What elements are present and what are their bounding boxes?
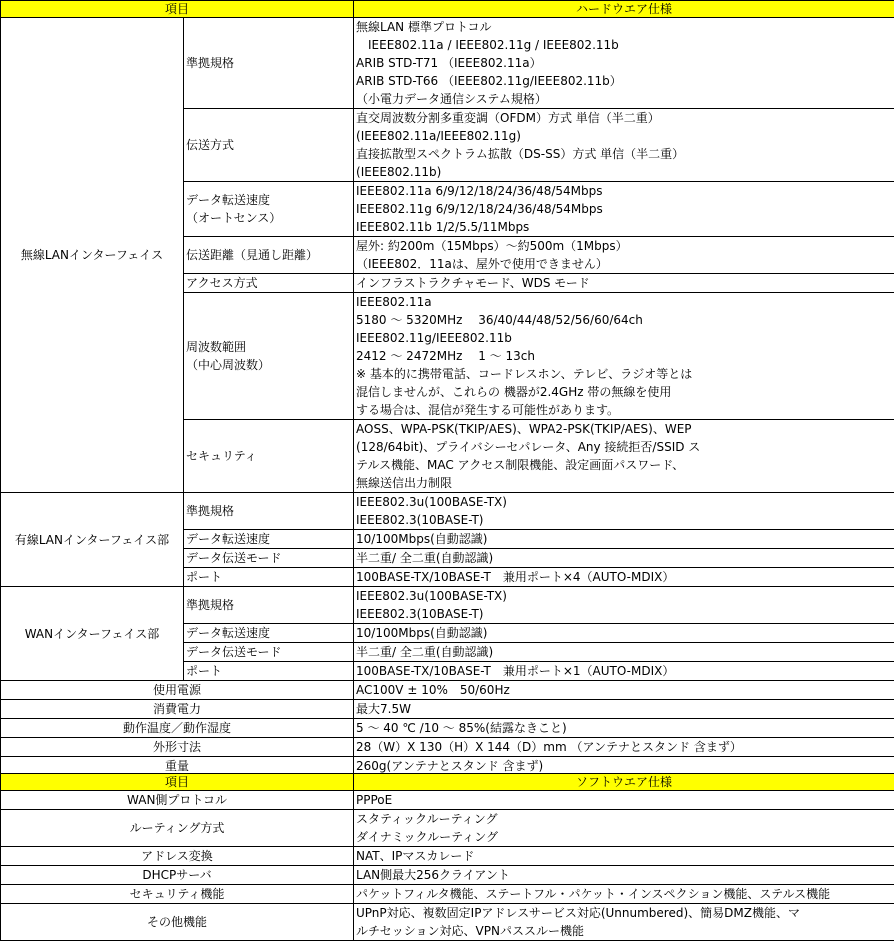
text-line: 準拠規格 bbox=[186, 596, 351, 614]
text-line: する場合は、混信が発生する可能性があります。 bbox=[356, 401, 892, 419]
text-line: データ転送速度 bbox=[186, 530, 351, 548]
text-line: ダイナミックルーティング bbox=[356, 828, 892, 846]
spec-row bbox=[1, 587, 894, 624]
spec-name bbox=[184, 493, 354, 530]
software-spec-header: ソフトウエア仕様 bbox=[354, 774, 894, 791]
spec-value bbox=[354, 662, 894, 681]
text-line: IEEE802.11b 1/2/5.5/11Mbps bbox=[356, 218, 892, 236]
spec-row bbox=[1, 791, 894, 810]
text-line: インフラストラクチャモード、WDS モード bbox=[356, 274, 892, 292]
text-line: ARIB STD-T71 （IEEE802.11a） bbox=[356, 54, 892, 72]
spec-name bbox=[184, 293, 354, 420]
spec-row bbox=[1, 681, 894, 700]
spec-name bbox=[184, 568, 354, 587]
spec-row bbox=[1, 719, 894, 738]
spec-value bbox=[354, 293, 894, 420]
text-line: ポート bbox=[186, 568, 351, 586]
text-line: IEEE802.3u(100BASE-TX) bbox=[356, 493, 892, 511]
spec-row bbox=[1, 904, 894, 941]
text-line: テルス機能、MAC アクセス制限機能、設定画面パスワード、 bbox=[356, 456, 892, 474]
hardware-spec-body bbox=[1, 1, 894, 776]
text-line: PPPoE bbox=[356, 791, 892, 809]
text-line: IEEE802.11a bbox=[356, 293, 892, 311]
text-line: 100BASE-TX/10BASE-T 兼用ポート×1（AUTO-MDIX） bbox=[356, 662, 892, 680]
spec-name bbox=[184, 624, 354, 643]
spec-name bbox=[184, 662, 354, 681]
text-line: 半二重/ 全二重(自動認識) bbox=[356, 643, 892, 661]
text-line: 無線LAN 標準プロトコル bbox=[356, 18, 892, 36]
spec-value bbox=[354, 866, 894, 885]
text-line: データ伝送モード bbox=[186, 643, 351, 661]
spec-name: セキュリティ機能 bbox=[1, 885, 354, 904]
text-line: IEEE802.11g 6/9/12/18/24/36/48/54Mbps bbox=[356, 200, 892, 218]
text-line: データ転送速度 bbox=[186, 624, 351, 642]
spec-value bbox=[354, 904, 894, 941]
text-line: 混信しませんが、これらの 機器が2.4GHz 帯の無線を使用 bbox=[356, 383, 892, 401]
spec-name: 外形寸法 bbox=[1, 738, 354, 757]
spec-row bbox=[1, 847, 894, 866]
text-line: (IEEE802.11b) bbox=[356, 163, 892, 181]
spec-value bbox=[354, 549, 894, 568]
text-line: IEEE802.3(10BASE-T) bbox=[356, 605, 892, 623]
spec-value bbox=[354, 18, 894, 109]
text-line: AOSS、WPA-PSK(TKIP/AES)、WPA2-PSK(TKIP/AES)、WEP bbox=[356, 420, 892, 438]
text-line: 準拠規格 bbox=[186, 54, 351, 72]
text-line: ※ 基本的に携帯電話、コードレスホン、テレビ、ラジオ等とは bbox=[356, 365, 892, 383]
text-line: 伝送方式 bbox=[186, 136, 351, 154]
text-line: LAN側最大256クライアント bbox=[356, 866, 892, 884]
spec-row bbox=[1, 738, 894, 757]
text-line: 準拠規格 bbox=[186, 502, 351, 520]
text-line: データ転送速度 bbox=[186, 191, 351, 209]
spec-name bbox=[184, 237, 354, 274]
spec-name: WAN側プロトコル bbox=[1, 791, 354, 810]
text-line: 直接拡散型スペクトラム拡散（DS-SS）方式 単信（半二重） bbox=[356, 145, 892, 163]
spec-value bbox=[354, 587, 894, 624]
text-line: 100BASE-TX/10BASE-T 兼用ポート×4（AUTO-MDIX） bbox=[356, 568, 892, 586]
spec-name: 使用電源 bbox=[1, 681, 354, 700]
spec-name: アドレス変換 bbox=[1, 847, 354, 866]
spec-value: 260g(アンテナとスタンド 含まず) bbox=[354, 757, 894, 776]
spec-name bbox=[184, 587, 354, 624]
wired-group-label: 有線LANインターフェイス部 bbox=[1, 493, 184, 587]
text-line: アクセス方式 bbox=[186, 274, 351, 292]
spec-name bbox=[184, 530, 354, 549]
text-line: NAT、IPマスカレード bbox=[356, 847, 892, 865]
spec-value: 最大7.5W bbox=[354, 700, 894, 719]
text-line: (IEEE802.11a/IEEE802.11g) bbox=[356, 127, 892, 145]
spec-row bbox=[1, 810, 894, 847]
text-line: IEEE802.11a / IEEE802.11g / IEEE802.11b bbox=[356, 36, 892, 54]
text-line: ルチセッション対応、VPNパススルー機能 bbox=[356, 922, 892, 940]
software-spec-table bbox=[0, 773, 894, 941]
spec-row bbox=[1, 493, 894, 530]
text-line: 10/100Mbps(自動認識) bbox=[356, 624, 892, 642]
hardware-header-row bbox=[1, 1, 894, 18]
spec-name bbox=[184, 549, 354, 568]
software-item-header: 項目 bbox=[1, 774, 354, 791]
hardware-item-header: 項目 bbox=[1, 1, 354, 18]
wireless-group-label: 無線LANインターフェイス bbox=[1, 18, 184, 493]
text-line: （オートセンス） bbox=[186, 209, 351, 227]
spec-name bbox=[184, 182, 354, 237]
spec-value bbox=[354, 847, 894, 866]
text-line: UPnP対応、複数固定IPアドレスサービス対応(Unnumbered)、簡易DMZ機能、マ bbox=[356, 904, 892, 922]
spec-value bbox=[354, 420, 894, 493]
text-line: (128/64bit)、プライバシーセパレータ、Any 接続拒否/SSID ス bbox=[356, 438, 892, 456]
spec-name: 消費電力 bbox=[1, 700, 354, 719]
text-line: 2412 ～ 2472MHz 1 ～ 13ch bbox=[356, 347, 892, 365]
spec-value bbox=[354, 643, 894, 662]
spec-name: 重量 bbox=[1, 757, 354, 776]
text-line: 周波数範囲 bbox=[186, 338, 351, 356]
spec-value: 28（W）X 130（H）X 144（D）mm （アンテナとスタンド 含まず） bbox=[354, 738, 894, 757]
text-line: 直交周波数分割多重変調（OFDM）方式 単信（半二重） bbox=[356, 109, 892, 127]
software-header-row bbox=[1, 774, 894, 791]
text-line: 伝送距離（見通し距離） bbox=[186, 246, 351, 264]
spec-value bbox=[354, 493, 894, 530]
text-line: ARIB STD-T66 （IEEE802.11g/IEEE802.11b） bbox=[356, 72, 892, 90]
text-line: 半二重/ 全二重(自動認識) bbox=[356, 549, 892, 567]
text-line: 5180 ～ 5320MHz 36/40/44/48/52/56/60/64ch bbox=[356, 311, 892, 329]
spec-row bbox=[1, 700, 894, 719]
spec-value: 5 ～ 40 ℃ /10 ～ 85%(結露なきこと) bbox=[354, 719, 894, 738]
spec-value bbox=[354, 274, 894, 293]
spec-name: その他機能 bbox=[1, 904, 354, 941]
spec-row bbox=[1, 18, 894, 109]
text-line: スタティックルーティング bbox=[356, 810, 892, 828]
spec-value bbox=[354, 530, 894, 549]
spec-name bbox=[184, 109, 354, 182]
spec-row bbox=[1, 866, 894, 885]
spec-value bbox=[354, 237, 894, 274]
spec-name bbox=[184, 18, 354, 109]
text-line: （中心周波数） bbox=[186, 356, 351, 374]
text-line: （IEEE802．11aは、屋外で使用できません） bbox=[356, 255, 892, 273]
text-line: データ伝送モード bbox=[186, 549, 351, 567]
spec-value: AC100V ± 10% 50/60Hz bbox=[354, 681, 894, 700]
software-spec-body bbox=[1, 774, 894, 941]
spec-value bbox=[354, 182, 894, 237]
spec-name: DHCPサーバ bbox=[1, 866, 354, 885]
spec-name bbox=[184, 420, 354, 493]
spec-name bbox=[184, 274, 354, 293]
text-line: （小電力データ通信システム規格） bbox=[356, 90, 892, 108]
text-line: 無線送信出力制限 bbox=[356, 474, 892, 492]
spec-value bbox=[354, 568, 894, 587]
hardware-spec-header: ハードウエア仕様 bbox=[354, 1, 894, 18]
spec-value bbox=[354, 624, 894, 643]
spec-value bbox=[354, 791, 894, 810]
spec-value bbox=[354, 885, 894, 904]
spec-name: 動作温度／動作湿度 bbox=[1, 719, 354, 738]
text-line: ポート bbox=[186, 662, 351, 680]
spec-row bbox=[1, 885, 894, 904]
spec-name: ルーティング方式 bbox=[1, 810, 354, 847]
spec-name bbox=[184, 643, 354, 662]
text-line: IEEE802.11a 6/9/12/18/24/36/48/54Mbps bbox=[356, 182, 892, 200]
text-line: IEEE802.3u(100BASE-TX) bbox=[356, 587, 892, 605]
text-line: パケットフィルタ機能、ステートフル・パケット・インスペクション機能、ステルス機能 bbox=[356, 885, 892, 903]
text-line: セキュリティ bbox=[186, 447, 351, 465]
text-line: 10/100Mbps(自動認識) bbox=[356, 530, 892, 548]
text-line: IEEE802.3(10BASE-T) bbox=[356, 511, 892, 529]
text-line: IEEE802.11g/IEEE802.11b bbox=[356, 329, 892, 347]
spec-value bbox=[354, 109, 894, 182]
spec-value bbox=[354, 810, 894, 847]
wan-group-label: WANインターフェイス部 bbox=[1, 587, 184, 681]
text-line: 屋外: 約200m（15Mbps）～約500m（1Mbps） bbox=[356, 237, 892, 255]
